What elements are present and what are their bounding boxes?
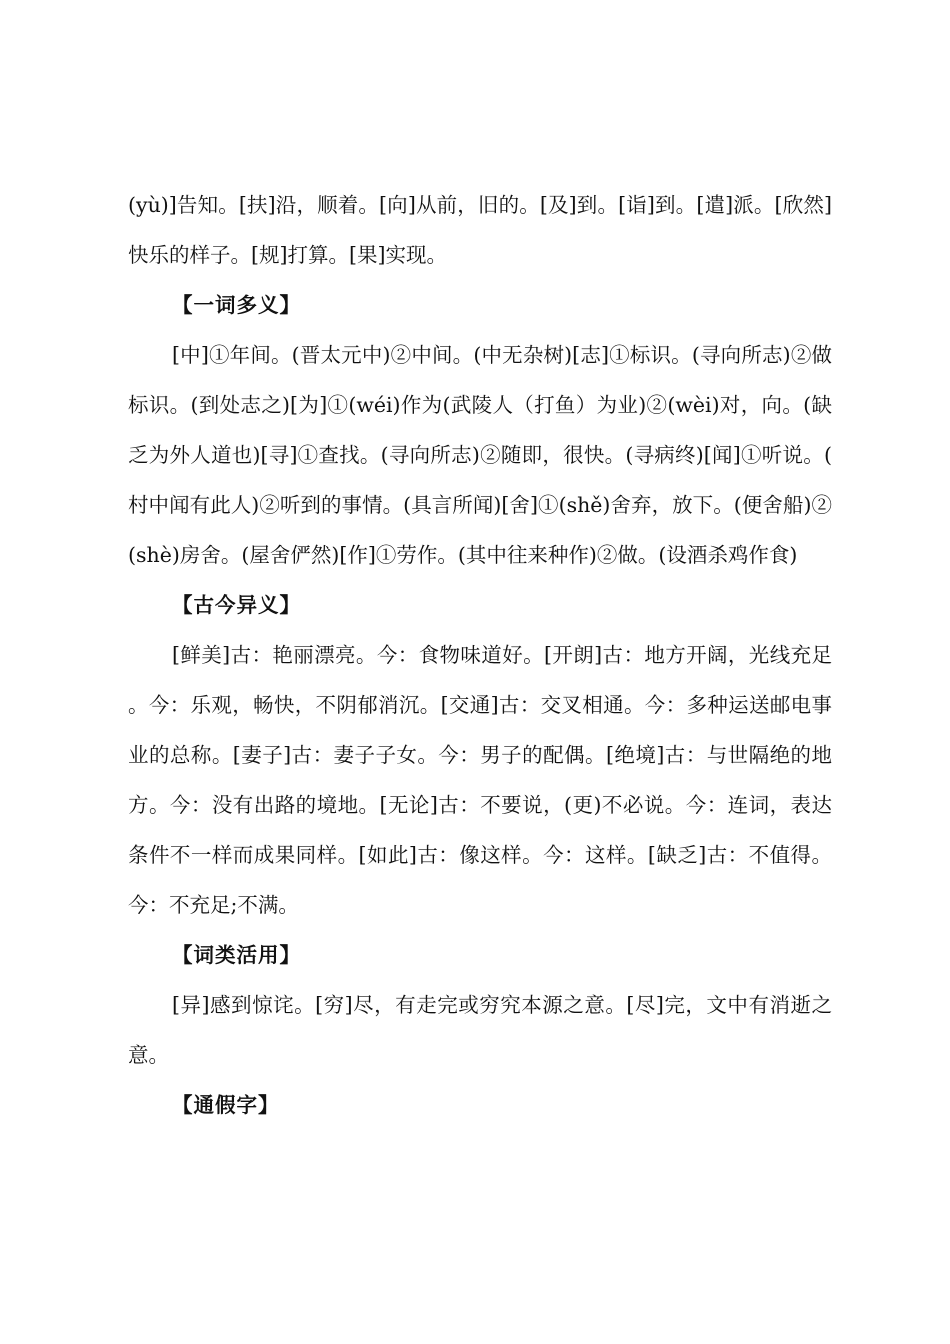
section-heading-tongjiazi: 【通假字】 (172, 1093, 280, 1117)
section-heading-gujinyiyi: 【古今异义】 (172, 593, 301, 617)
intro-paragraph: (yù)]告知。[扶]沿，顺着。[向]从前，旧的。[及]到。[诣]到。[遣]派。[欣然]快乐的样子。[规]打算。[果]实现。 (128, 193, 832, 267)
section-body-yicidouyi: [中]①年间。(晋太元中)②中间。(中无杂树)[志]①标识。(寻向所志)②做标识。(到处志之)[为]①(wéi)作为(武陵人（打鱼）为业)②(wèi)对，向。(缺乏为外人道也)[寻]①查找。(寻向所志)②随即，很快。(寻病终)[闻]①听说。(村中闻有此人)②听到的事情。(具言所闻)[舍]①(shě)舍弃，放下。(便舍船)②(shè)房舍。(屋舍俨然)[作]①劳作。(其中往来种作)②做。(设酒杀鸡作食) (128, 343, 832, 567)
section-heading-yicidouyi: 【一词多义】 (172, 293, 301, 317)
section-heading-cileihuoyong: 【词类活用】 (172, 943, 301, 967)
section-body-gujinyiyi: [鲜美]古：艳丽漂亮。今：食物味道好。[开朗]古：地方开阔，光线充足。今：乐观，畅快，不阴郁消沉。[交通]古：交叉相通。今：多种运送邮电事业的总称。[妻子]古：妻子子女。今：男子的配偶。[绝境]古：与世隔绝的地方。今：没有出路的境地。[无论]古：不要说，(更)不必说。今：连词，表达条件不一样而成果同样。[如此]古：像这样。今：这样。[缺乏]古：不值得。今：不充足;不满。 (128, 643, 832, 917)
section-body-cileihuoyong: [异]感到惊诧。[穷]尽，有走完或穷究本源之意。[尽]完，文中有消逝之意。 (128, 993, 832, 1067)
document-page (128, 180, 832, 1130)
